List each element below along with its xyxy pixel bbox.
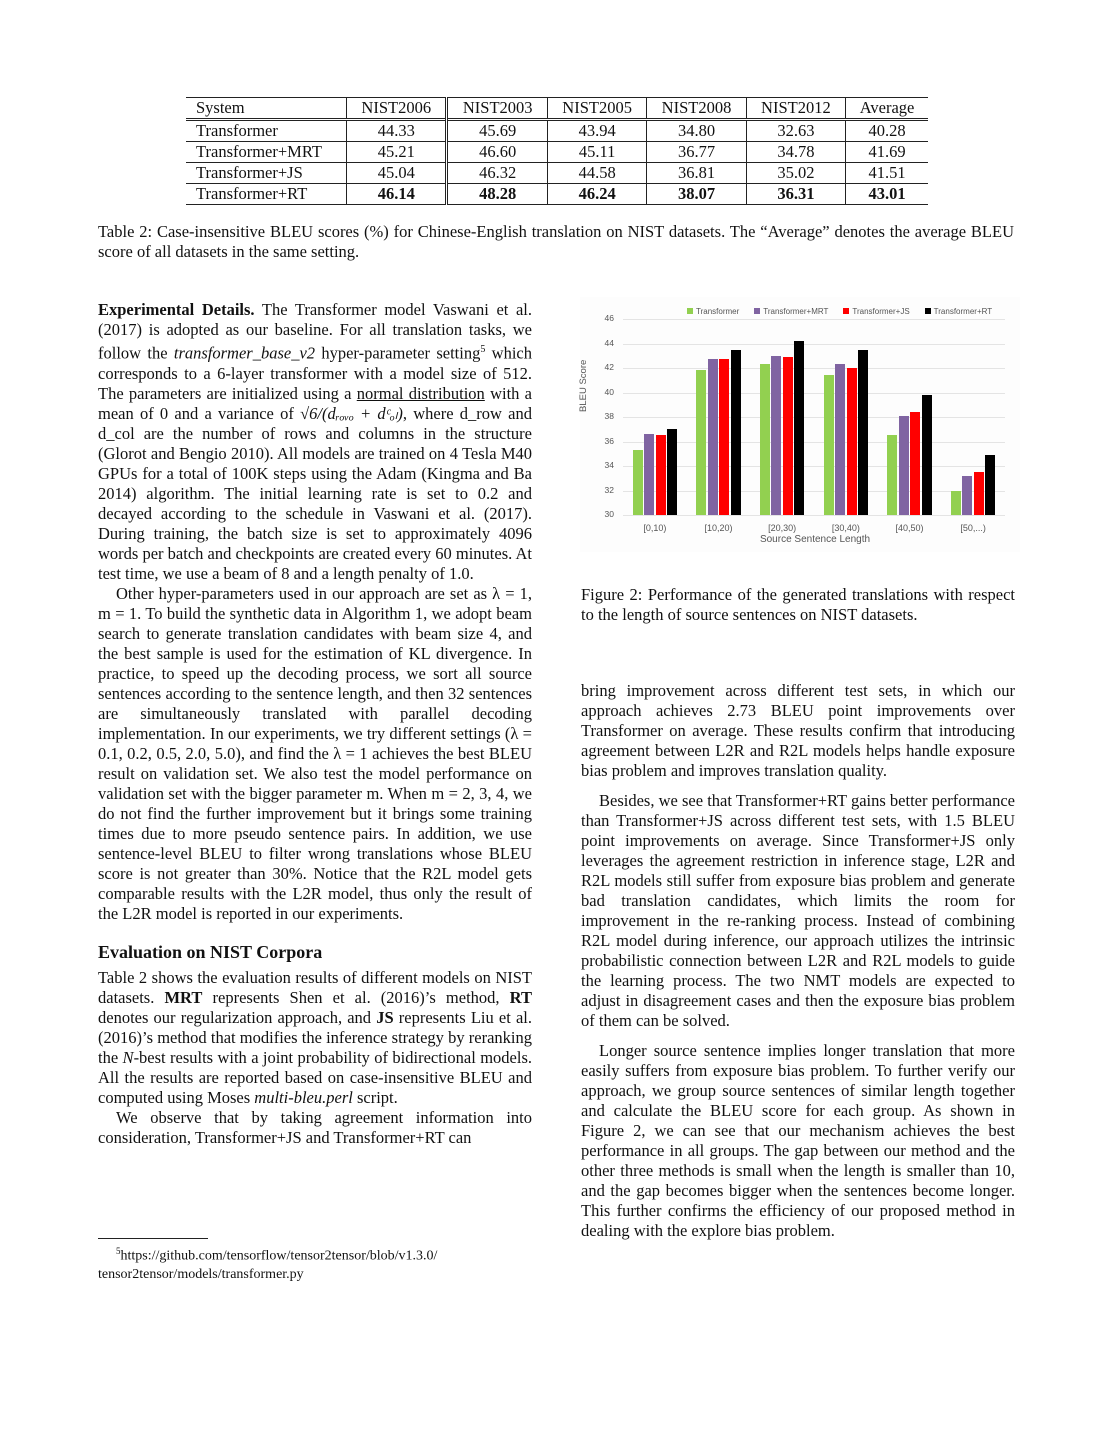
score-cell: 41.69 bbox=[846, 142, 928, 163]
gridline bbox=[623, 344, 1005, 345]
bar-transformer-rt bbox=[667, 429, 677, 515]
text: script. bbox=[352, 1087, 398, 1107]
text: with a mean of 0 and a variance of bbox=[98, 383, 532, 423]
table-header-row bbox=[186, 98, 928, 120]
bar-transformer-rt bbox=[985, 455, 995, 515]
left-column bbox=[98, 300, 532, 1148]
paragraph-observation: We observe that by taking agreement information into consideration, Transformer+JS and Transformer+RT can bbox=[98, 1107, 532, 1147]
score-cell: 45.21 bbox=[347, 142, 447, 163]
table-row bbox=[186, 163, 928, 184]
legend-label: Transformer bbox=[696, 307, 740, 316]
score-cell: 40.28 bbox=[846, 120, 928, 142]
legend-label: Transformer+JS bbox=[852, 307, 910, 316]
text: The Transformer model Vaswani et al. (2017) is adopted as our baseline. For all translation tasks, we follow the bbox=[98, 300, 532, 363]
bar-chart bbox=[580, 297, 1020, 552]
score-cell: 36.81 bbox=[647, 163, 746, 184]
bar-transformer-js bbox=[974, 472, 984, 515]
score-cell: 44.33 bbox=[347, 120, 447, 142]
bar-transformer bbox=[696, 370, 706, 515]
gridline bbox=[623, 393, 1005, 394]
bold-text: JS bbox=[376, 1007, 394, 1027]
system-cell: Transformer+JS bbox=[196, 163, 303, 182]
score-cell: 35.02 bbox=[746, 163, 845, 184]
score-cell: 48.28 bbox=[447, 184, 547, 205]
italic-text: transformer_base_v2 bbox=[173, 343, 316, 363]
col-header: System bbox=[196, 98, 245, 117]
text: represents Shen et al. (2016)’s method, bbox=[202, 987, 510, 1007]
text: represents Liu et al. (2016)’s method that modifies the inference strategy by reranking the bbox=[98, 1007, 532, 1067]
paragraph-hyper-parameters: Other hyper-parameters used in our approach are set as λ = 1, m = 1. To build the synthetic data in Algorithm 1, we adopt beam search to generate translation candidates with beam size 4, and the best sample is used for the estimation of KL divergence. In practice, to speed up the decoding process, we sort all source sentences according to the sentence length, and then 32 sentences are simultaneously translated with parallel decoding implementation. In our experiments, we try different settings (λ = 0.1, 0.2, 0.5, 2.0, 5.0), and find the λ = 1 achieves the best BLEU result on validation set. We also test the model performance on validation set with the bigger parameter m. When m = 2, 3, 4, we do not find the further improvement but it brings some training times due to more pseudo sentence pairs. In addition, we use sentence-level BLEU to filter wrong translations whose BLEU score is not greater than 30%. Notice that the R2L model gets comparable results with the L2R model, thus only the result of the L2R model is reported in our experiments. bbox=[98, 583, 532, 923]
footnote-mark: 5 bbox=[116, 1246, 121, 1256]
system-cell: Transformer bbox=[196, 121, 278, 140]
y-tick-label: 36 bbox=[604, 435, 614, 446]
bar-transformer-js bbox=[783, 357, 793, 515]
system-cell: Transformer+MRT bbox=[196, 142, 322, 161]
score-cell: 36.77 bbox=[647, 142, 746, 163]
bar-transformer bbox=[760, 364, 770, 515]
y-tick-label: 46 bbox=[604, 313, 614, 323]
bar-transformer-rt bbox=[922, 395, 932, 515]
score-cell: 46.14 bbox=[347, 184, 447, 205]
bar-transformer-mrt bbox=[899, 416, 909, 515]
text: hyper-parameter setting bbox=[315, 343, 481, 363]
italic-text: multi-bleu.perl bbox=[254, 1087, 353, 1107]
y-tick-label: 32 bbox=[604, 484, 614, 495]
x-tick-label: [20,30) bbox=[768, 523, 797, 533]
bar-transformer bbox=[887, 435, 897, 515]
gridline bbox=[623, 368, 1005, 369]
underlined-text: normal distribution bbox=[356, 383, 485, 403]
score-cell: 36.31 bbox=[746, 184, 845, 205]
text: denotes our regularization approach, and bbox=[98, 1007, 377, 1027]
bar-transformer-rt bbox=[858, 350, 868, 515]
footnote-url[interactable]: https://github.com/tensorflow/tensor2tensor/blob/v1.3.0/ tensor2tensor/models/transformer.py bbox=[98, 1248, 438, 1282]
score-cell: 45.69 bbox=[447, 120, 547, 142]
y-tick-label: 38 bbox=[604, 411, 614, 421]
table-row-best bbox=[186, 184, 928, 205]
gridline bbox=[623, 442, 1005, 443]
figure-caption: Figure 2: Performance of the generated translations with respect to the length of source sentences on NIST datasets. bbox=[581, 585, 1015, 624]
gridline bbox=[623, 515, 1005, 516]
bar-transformer-rt bbox=[794, 341, 804, 515]
y-tick-label: 44 bbox=[604, 337, 614, 348]
system-cell: Transformer+RT bbox=[196, 184, 308, 203]
col-header: NIST2012 bbox=[746, 98, 845, 120]
bar-transformer-js bbox=[719, 359, 729, 515]
score-cell: 34.80 bbox=[647, 120, 746, 142]
gridline bbox=[623, 491, 1005, 492]
score-cell: 43.01 bbox=[846, 184, 928, 205]
x-tick-label: [0,10) bbox=[643, 523, 667, 533]
paragraph-experimental-details bbox=[98, 300, 532, 584]
y-tick-label: 34 bbox=[604, 460, 614, 470]
formula: √6/(dᵣₒᵥₒ + dᶜₒₗ) bbox=[300, 403, 403, 423]
text: -best results with a joint probability of bidirectional models. All the results are reported based on case-insensitive BLEU and computed using Moses bbox=[98, 1047, 532, 1107]
bar-transformer-mrt bbox=[708, 359, 718, 515]
x-tick-label: [30,40) bbox=[831, 523, 860, 533]
score-cell: 38.07 bbox=[647, 184, 746, 205]
col-header: NIST2008 bbox=[647, 98, 746, 120]
footnote-rule bbox=[98, 1238, 208, 1239]
score-cell: 41.51 bbox=[846, 163, 928, 184]
score-cell: 34.78 bbox=[746, 142, 845, 163]
legend-label: Transformer+MRT bbox=[763, 307, 829, 316]
x-tick-label: [10,20) bbox=[704, 523, 733, 533]
bar-transformer bbox=[951, 491, 961, 516]
score-cell: 46.60 bbox=[447, 142, 547, 163]
table-row bbox=[186, 120, 928, 142]
x-tick-label: [50,...) bbox=[960, 523, 986, 533]
text: which corresponds to a 6-layer transformer with a model size of 512. The parameters are initialized using a bbox=[98, 343, 532, 403]
y-axis-label: BLEU Score bbox=[578, 359, 589, 412]
score-cell: 46.24 bbox=[547, 184, 646, 205]
score-cell: 45.04 bbox=[347, 163, 447, 184]
x-tick-label: [40,50) bbox=[895, 523, 924, 533]
score-cell: 44.58 bbox=[547, 163, 646, 184]
bar-transformer bbox=[824, 375, 834, 515]
y-tick-label: 30 bbox=[604, 509, 614, 519]
score-cell: 43.94 bbox=[547, 120, 646, 142]
right-column bbox=[581, 681, 1015, 1241]
bar-transformer-mrt bbox=[644, 434, 654, 515]
y-tick-label: 40 bbox=[604, 386, 614, 397]
bar-transformer-js bbox=[656, 435, 666, 515]
results-table bbox=[186, 97, 928, 205]
bar-transformer-mrt bbox=[771, 356, 781, 515]
bar-transformer-js bbox=[847, 368, 857, 515]
text: Table 2 shows the evaluation results of different models on NIST datasets. bbox=[98, 967, 532, 1007]
gridline bbox=[623, 466, 1005, 467]
bar-transformer-rt bbox=[731, 350, 741, 515]
footnote-mark: 5 bbox=[480, 344, 486, 355]
footnote bbox=[98, 1242, 532, 1284]
bar-transformer bbox=[633, 450, 643, 515]
paragraph-rt-vs-js: Besides, we see that Transformer+RT gains better performance than Transformer+JS across different test sets, with 1.5 BLEU point improvements on average. Since Transformer+JS only leverages the agreement restriction in inference stage, L2R and R2L models still suffer from exposure bias problem and generate bad translation candidates, which limits the room for improvement in the re-ranking process. Instead of combining R2L model during inference, our approach utilizes the intrinsic probabilistic connection between L2R and R2L models to guide the learning process. The two NMT models are expected to adjust in disagreement cases and then the exposure bias problem of them can be solved. bbox=[581, 791, 1015, 1030]
col-header: NIST2005 bbox=[547, 98, 646, 120]
bold-text: RT bbox=[509, 987, 532, 1007]
paragraph-sentence-length: Longer source sentence implies longer translation that more easily suffers from exposure bias problem. To further verify our approach, we group source sentences of similar length together and calculate the BLEU score for each group. As shown in Figure 2, we can see that our mechanism achieves the best performance in all groups. The gap between our method and the other three methods is small when the length is smaller than 10, and the gap becomes bigger when the sentences become longer. This further confirms the efficiency of our proposed method in dealing with the explore bias problem. bbox=[581, 1041, 1015, 1240]
gridline bbox=[623, 319, 1005, 320]
plot-area bbox=[623, 297, 1005, 517]
legend-label: Transformer+RT bbox=[933, 307, 993, 316]
score-cell: 45.11 bbox=[547, 142, 646, 163]
score-cell: 32.63 bbox=[746, 120, 845, 142]
italic-text: N bbox=[122, 1047, 134, 1067]
bold-text: MRT bbox=[164, 987, 203, 1007]
col-header: Average bbox=[846, 98, 928, 120]
bar-transformer-mrt bbox=[835, 364, 845, 515]
table-caption: Table 2: Case-insensitive BLEU scores (%) for Chinese-English translation on NIST datasets. The “Average” denotes the average BLEU score of all datasets in the same setting. bbox=[98, 222, 1014, 261]
run-in-heading: Experimental Details. bbox=[98, 300, 255, 319]
col-header: NIST2006 bbox=[347, 98, 447, 120]
paragraph-evaluation bbox=[98, 968, 532, 1108]
score-cell: 46.32 bbox=[447, 163, 547, 184]
y-tick-label: 42 bbox=[604, 362, 614, 372]
text: , where d_row and d_col are the number of rows and columns in the structure (Glorot and Bengio 2010). All models are trained on 4 Tesla M40 GPUs for a total of 100K steps using the Adam (Kingma and Ba 2014) algorithm. The initial learning rate is set to 0.2 and decayed according to the schedule in Vaswani et al. (2017). During training, the batch size is set to approximately 4096 words per batch and checkpoints are created every 60 minutes. At test time, we use a beam of 8 and a length penalty of 1.0. bbox=[98, 403, 533, 583]
x-axis-label: Source Sentence Length bbox=[759, 534, 871, 545]
bar-transformer-js bbox=[910, 412, 920, 515]
col-header: NIST2003 bbox=[447, 98, 547, 120]
bar-transformer-mrt bbox=[962, 476, 972, 515]
table-row bbox=[186, 142, 928, 163]
section-heading: Evaluation on NIST Corpora bbox=[98, 941, 323, 962]
paragraph-improvement: bring improvement across different test sets, in which our approach achieves 2.73 BLEU point improvements over Transformer on average. These results confirm that introducing agreement between L2R and R2L models helps handle exposure bias problem and improves translation quality. bbox=[581, 681, 1015, 780]
gridline bbox=[623, 417, 1005, 418]
